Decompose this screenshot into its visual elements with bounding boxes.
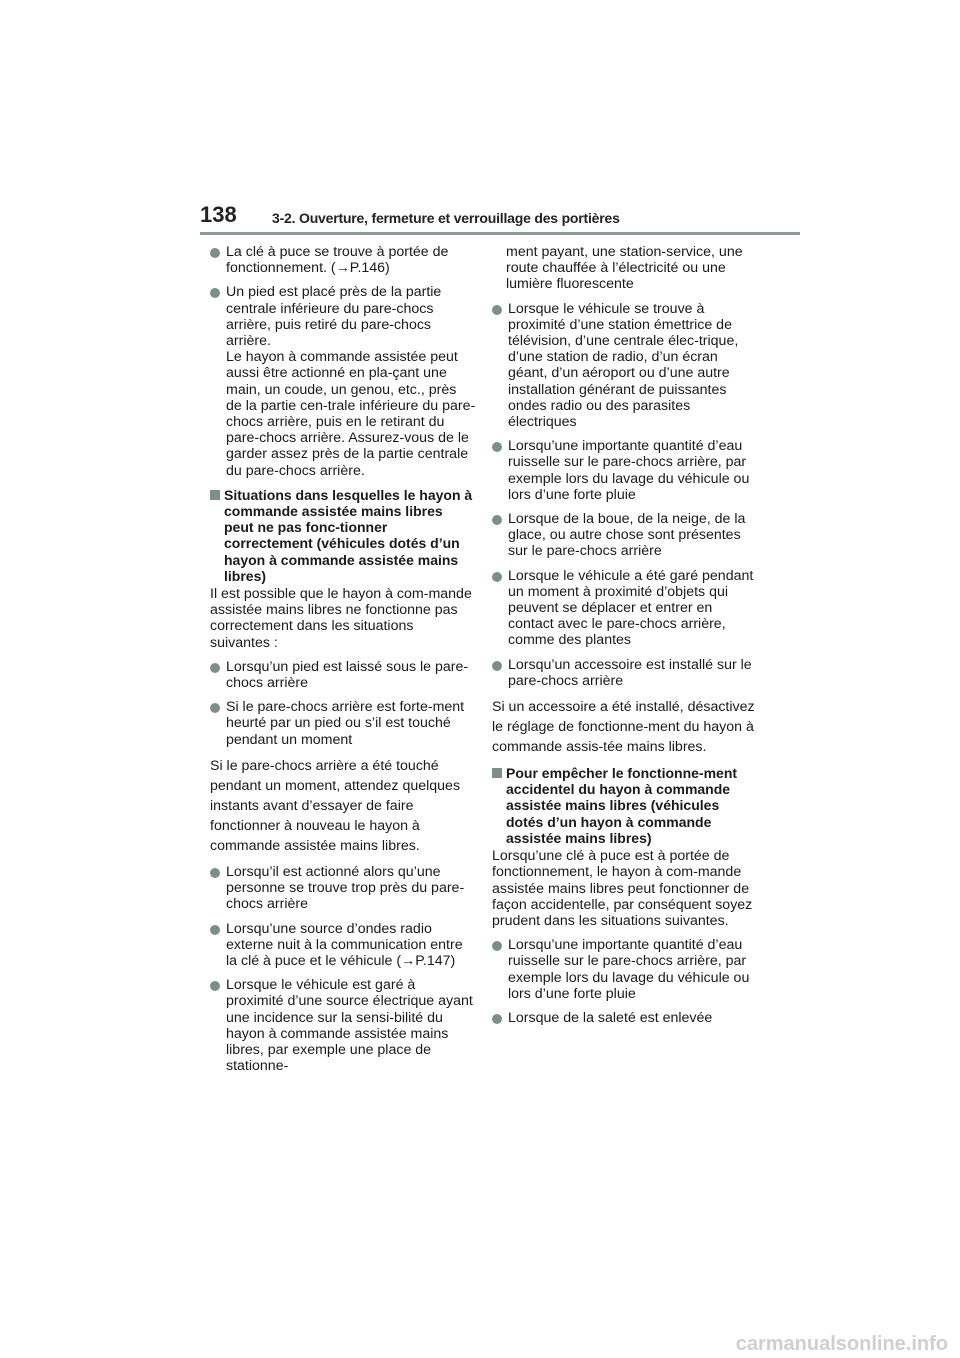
bullet-item: La clé à puce se trouve à portée de fonctionnement. (→P.146): [210, 244, 476, 276]
left-column: [210, 244, 476, 1082]
bullet-item: Lorsqu’il est actionné alors qu’une personne se trouve trop près du pare-chocs arrière: [210, 864, 476, 913]
bullet-dot-icon: [492, 515, 502, 525]
heading-square-icon: [210, 490, 220, 500]
bullet-item: Lorsqu’une importante quantité d’eau ruisselle sur le pare-chocs arrière, par exemple lors du lavage du véhicule ou lors d’une forte pluie: [492, 937, 758, 1002]
bullet-dot-icon: [210, 248, 220, 258]
watermark-text: carmanualsonline.info: [735, 1333, 948, 1355]
section-title: 3-2. Ouverture, fermeture et verrouillage des portières: [272, 210, 620, 226]
bullet-dot-icon: [210, 925, 220, 935]
bullet-dot-icon: [492, 941, 502, 951]
bullet-dot-icon: [210, 703, 220, 713]
paragraph: Si le pare-chocs arrière a été touché pendant un moment, attendez quelques instants avant d’essayer de faire fonctionner à nouveau le hayon à commande assistée mains libres.: [210, 757, 461, 854]
bullet-dot-icon: [210, 288, 220, 298]
bullet-dot-icon: [492, 305, 502, 315]
bullet-item: Lorsque le véhicule est garé à proximité d’une source électrique ayant une incidence sur la sensi-bilité du hayon à commande assistée mains libres, par exemple une place de stationne-: [210, 977, 476, 1074]
bullet-item: Lorsque de la boue, de la neige, de la glace, ou autre chose sont présentes sur le pare-chocs arrière: [492, 511, 758, 560]
bullet-continuation: ment payant, une station-service, une route chauffée à l’électricité ou une lumière fluorescente: [506, 244, 743, 293]
bullet-item: Lorsqu’un pied est laissé sous le pare-chocs arrière: [210, 659, 476, 691]
bullet-item: Lorsque de la saleté est enlevée: [492, 1010, 758, 1026]
bullet-dot-icon: [492, 572, 502, 582]
bullet-dot-icon: [492, 1014, 502, 1024]
paragraph: Il est possible que le hayon à com-mande assistée mains libres ne fonctionne pas correctement dans les situations suivantes :: [210, 586, 472, 651]
bullet-item: Un pied est placé près de la partie centrale inférieure du pare-chocs arrière, puis retiré du pare-chocs arrière. Le hayon à commande assistée peut aussi être actionné en pla-çant une main, un coude, un genou, etc., près de la partie cen-trale inférieure du pare-chocs arrière, puis en le retirant du pare-chocs arrière. Assurez-vous de le garder assez près de la partie centrale du pare-chocs arrière.: [210, 284, 476, 478]
bullet-dot-icon: [210, 868, 220, 878]
subsection-heading: Situations dans lesquelles le hayon à commande assistée mains libres peut ne pas fonc-tionner correctement (véhicules dotés d’un hayon à commande assistée mains libres): [210, 487, 476, 584]
bullet-dot-icon: [492, 661, 502, 671]
right-column: [492, 244, 758, 1034]
bullet-item: Si le pare-chocs arrière est forte-ment heurté par un pied ou s’il est touché pendant un moment: [210, 699, 476, 748]
bullet-dot-icon: [492, 442, 502, 452]
header-rule: [200, 232, 800, 235]
bullet-dot-icon: [210, 663, 220, 673]
bullet-item: Lorsqu’un accessoire est installé sur le pare-chocs arrière: [492, 657, 758, 689]
bullet-dot-icon: [210, 981, 220, 991]
heading-square-icon: [492, 768, 502, 778]
bullet-item: Lorsqu’une importante quantité d’eau ruisselle sur le pare-chocs arrière, par exemple lors du lavage du véhicule ou lors d’une forte pluie: [492, 438, 758, 503]
subsection-heading: Pour empêcher le fonctionne-ment accidentel du hayon à commande assistée mains libres (véhicules dotés d’un hayon à commande assistée mains libres): [492, 765, 758, 846]
page-number: 138: [200, 202, 237, 227]
bullet-item: Lorsque le véhicule se trouve à proximité d’une station émettrice de télévision, d’une centrale élec-trique, d’une station de radio, d’un écran géant, d’un aéroport ou d’une autre installation générant de puissantes ondes radio ou des parasites électriques: [492, 301, 758, 431]
page-header: [200, 202, 800, 236]
paragraph: Si un accessoire a été installé, désactivez le réglage de fonctionne-ment du hayon à commande assis-tée mains libres.: [492, 699, 755, 756]
bullet-item: Lorsque le véhicule a été garé pendant un moment à proximité d’objets qui peuvent se déplacer et entrer en contact avec le pare-chocs arrière, comme des plantes: [492, 568, 758, 649]
bullet-item: Lorsqu’une source d’ondes radio externe nuit à la communication entre la clé à puce et le véhicule (→P.147): [210, 921, 476, 970]
paragraph: Lorsqu’une clé à puce est à portée de fonctionnement, le hayon à com-mande assistée mains libres peut fonctionner de façon accidentelle, par conséquent soyez prudent dans les situations suivantes.: [492, 848, 753, 929]
